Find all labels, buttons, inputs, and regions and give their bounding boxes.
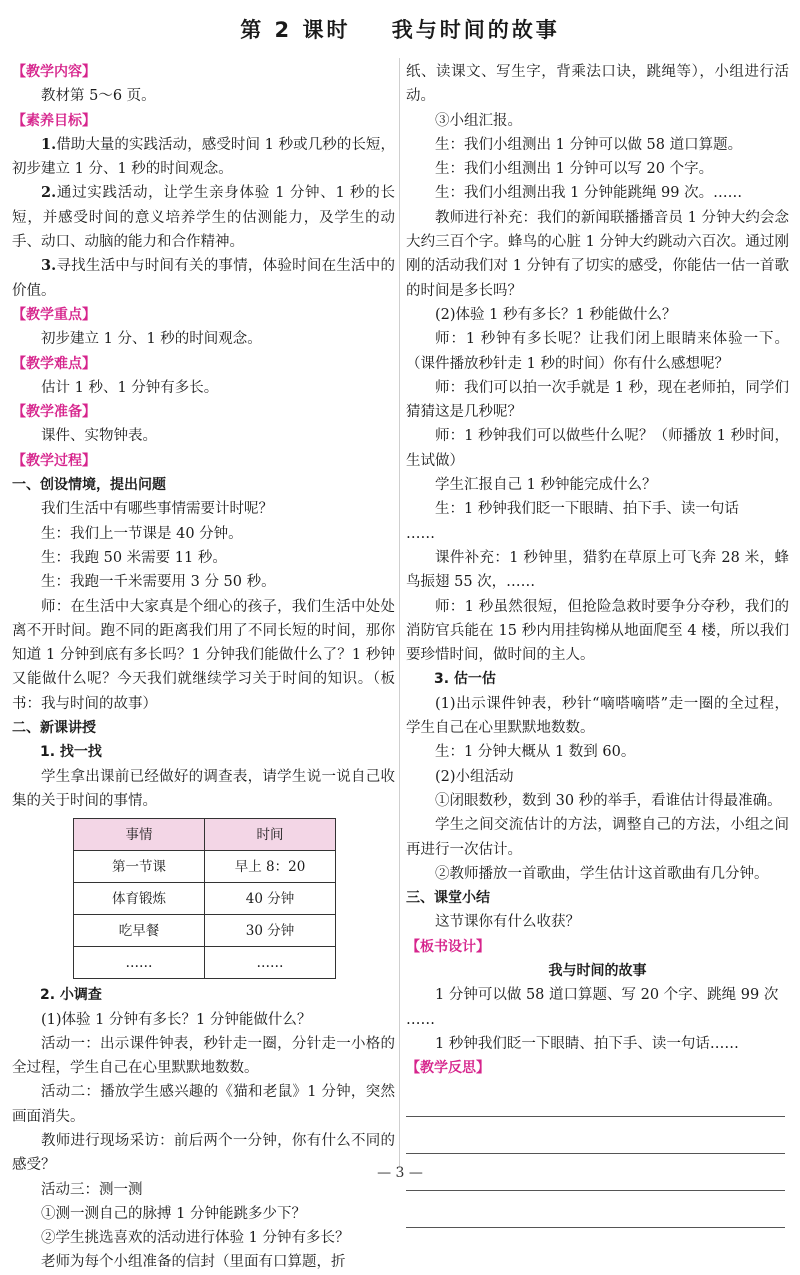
paragraph: 生：我们小组测出 1 分钟可以做 58 道口算题。	[435, 136, 743, 153]
paragraph: (2)小组活动	[435, 768, 514, 785]
goal-3-num: 3.	[41, 257, 57, 275]
tag-teaching-content: 【教学内容】	[12, 64, 96, 80]
table-cell: 40 分钟	[205, 883, 336, 915]
paragraph: 课件补充：1 秒钟里，猎豹在草原上可飞奔 28 米，蜂鸟振翅 55 次，……	[406, 549, 789, 591]
paragraph: 师：我们可以拍一次手就是 1 秒，现在老师拍，同学们猜猜这是几秒呢？	[406, 379, 789, 421]
page-title: 第 2 课时 我与时间的故事	[240, 18, 560, 42]
page-number: — 3 —	[377, 1165, 423, 1181]
table-row	[74, 947, 336, 979]
paragraph: (2)体验 1 秒有多长？1 秒能做什么？	[435, 306, 677, 323]
paragraph: 学生拿出课前已经做好的调查表，请学生说一说自己收集的关于时间的事情。	[12, 768, 395, 809]
goal-2	[12, 181, 395, 254]
section-3-heading: 三、课堂小结	[406, 890, 490, 907]
board-line: 1 分钟可以做 58 道口算题、写 20 个字、跳绳 99 次	[435, 987, 779, 1004]
key-text: 初步建立 1 分、1 秒的时间观念。	[41, 331, 262, 348]
paragraph: 生：我们小组测出我 1 分钟能跳绳 99 次。……	[435, 185, 743, 202]
tag-reflection: 【教学反思】	[406, 1060, 490, 1077]
table-cell: 早上 8：20	[205, 851, 336, 883]
goal-3-text: 寻找生活中与时间有关的事情，体验时间在生活中的价值。	[12, 258, 395, 299]
goal-1-num: 1.	[41, 135, 57, 153]
board-title: 我与时间的故事	[548, 962, 647, 979]
subheading-find: 1. 找一找	[40, 744, 102, 761]
subheading-estimate: 3. 估一估	[434, 671, 496, 688]
paragraph: 生：1 秒钟我们眨一下眼睛、拍下手、读一句话	[435, 501, 739, 518]
table-cell: 30 分钟	[205, 915, 336, 947]
tag-difficulty: 【教学难点】	[12, 355, 96, 372]
paragraph: 教师进行补充：我们的新闻联播播音员 1 分钟大约会念大约三百个字。蜂鸟的心脏 1 分钟大约跳动六百次。通过刚刚的活动我们对 1 分钟有了切实的感受，你能估一估一首歌的时间是多长吗？	[406, 209, 789, 299]
goal-1	[12, 133, 395, 182]
paragraph: 老师为每个小组准备的信封（里面有口算题，折	[41, 1254, 346, 1271]
tag-board-design: 【板书设计】	[406, 938, 490, 955]
paragraph: 学生之间交流估计的方法，调整自己的方法，小组之间再进行一次估计。	[406, 817, 789, 858]
paragraph: 学生汇报自己 1 秒钟能完成什么？	[435, 477, 657, 494]
goal-3	[12, 254, 395, 303]
writing-line	[406, 1117, 785, 1154]
table-cell: 吃早餐	[74, 915, 205, 947]
paragraph: 生：我跑 50 米需要 11 秒。	[41, 549, 227, 566]
column-divider	[399, 58, 400, 1168]
tag-key-point: 【教学重点】	[12, 306, 96, 323]
diff-text: 估计 1 秒、1 分钟有多长。	[41, 379, 219, 396]
table-row	[74, 851, 336, 883]
paragraph: 活动一：出示课件钟表，秒针走一圈，分针走一小格的全过程，学生自己在心里默默地数数。	[12, 1035, 395, 1077]
table-header-row	[74, 819, 336, 851]
paragraph: 师：1 秒虽然很短，但抢险急救时要争分夺秒，我们的消防官兵能在 15 秒内用挂钩梯从地面爬至 4 楼，所以我们要珍惜时间，做时间的主人。	[406, 598, 789, 664]
goal-2-text: 通过实践活动，让学生亲身体验 1 分钟、1 秒的长短，并感受时间的意义培养学生的估测能力，及学生的动手、动口、动脑的能力和合作精神。	[12, 185, 395, 251]
section-2-heading: 二、新课讲授	[12, 720, 96, 737]
paragraph: (1)体验 1 分钟有多长？1 分钟能做什么？	[41, 1011, 312, 1028]
table-cell: ……	[74, 947, 205, 979]
paragraph: 师：1 秒钟有多长呢？让我们闭上眼睛来体验一下。（课件播放秒针走 1 秒的时间）你有什么感想呢？	[406, 331, 789, 372]
writing-line	[406, 1080, 785, 1117]
paragraph: 生：1 分钟大概从 1 数到 60。	[435, 744, 636, 761]
paragraph: (1)出示课件钟表，秒针“嘀嗒嘀嗒”走一圈的全过程，学生自己在心里默默地数数。	[406, 695, 789, 737]
paragraph: ①测一测自己的脉搏 1 分钟能跳多少下？	[41, 1205, 306, 1222]
paragraph: ……	[406, 525, 435, 542]
prep-text: 课件、实物钟表。	[41, 428, 157, 445]
goal-1-text: 借助大量的实践活动，感受时间 1 秒或几秒的长短，初步建立 1 分、1 秒的时间观念。	[12, 136, 395, 178]
paragraph: 教师进行现场采访：前后两个一分钟，你有什么不同的感受？	[12, 1132, 395, 1174]
table-cell: 第一节课	[74, 851, 205, 883]
goal-2-num: 2.	[41, 184, 57, 202]
paragraph: ③小组汇报。	[435, 112, 522, 129]
table-cell: ……	[205, 947, 336, 979]
tag-preparation: 【教学准备】	[12, 404, 96, 421]
paragraph: 师：在生活中大家真是个细心的孩子，我们生活中处处离不开时间。跑不同的距离我们用了不同长短的时间，那你知道 1 分钟到底有多长吗？1 分钟我们能做什么了？1 秒钟又能做什么呢？今天我们就继续学习关于时间的知识。（板书：我与时间的故事）	[12, 598, 395, 712]
board-line: ……	[406, 1011, 435, 1028]
content-text: 教材第 5～6 页。	[41, 88, 156, 105]
tag-goals: 【素养目标】	[12, 112, 96, 129]
paragraph: 纸、读课文、写生字，背乘法口诀，跳绳等），小组进行活动。	[406, 64, 789, 105]
paragraph: ②教师播放一首歌曲，学生估计这首歌曲有几分钟。	[435, 865, 769, 882]
table-row	[74, 883, 336, 915]
paragraph: 生：我跑一千米需要用 3 分 50 秒。	[41, 574, 276, 591]
writing-line	[406, 1191, 785, 1228]
paragraph: 活动三：测一测	[41, 1181, 143, 1198]
table-header-cell: 事情	[74, 819, 205, 851]
section-1-heading: 一、创设情境，提出问题	[12, 477, 166, 494]
paragraph: 生：我们上一节课是 40 分钟。	[41, 525, 243, 542]
paragraph: 我们生活中有哪些事情需要计时呢？	[41, 501, 273, 518]
paragraph: 生：我们小组测出 1 分钟可以写 20 个字。	[435, 161, 714, 178]
survey-table	[73, 818, 336, 979]
board-line: 1 秒钟我们眨一下眼睛、拍下手、读一句话……	[435, 1035, 739, 1052]
paragraph: ①闭眼数秒，数到 30 秒的举手，看谁估计得最准确。	[435, 792, 782, 809]
table-header-cell: 时间	[205, 819, 336, 851]
left-column	[12, 60, 395, 1275]
paragraph: ②学生挑选喜欢的活动进行体验 1 分钟有多长？	[41, 1230, 350, 1247]
subheading-survey: 2. 小调查	[40, 987, 102, 1004]
paragraph: 活动二：播放学生感兴趣的《猫和老鼠》1 分钟，突然画面消失。	[12, 1084, 395, 1125]
paragraph: 师：1 秒钟我们可以做些什么呢？（师播放 1 秒时间，生试做）	[406, 428, 789, 469]
table-row	[74, 915, 336, 947]
tag-process: 【教学过程】	[12, 452, 96, 469]
paragraph: 这节课你有什么收获？	[435, 914, 580, 931]
table-cell: 体育锻炼	[74, 883, 205, 915]
right-column	[406, 60, 789, 1228]
